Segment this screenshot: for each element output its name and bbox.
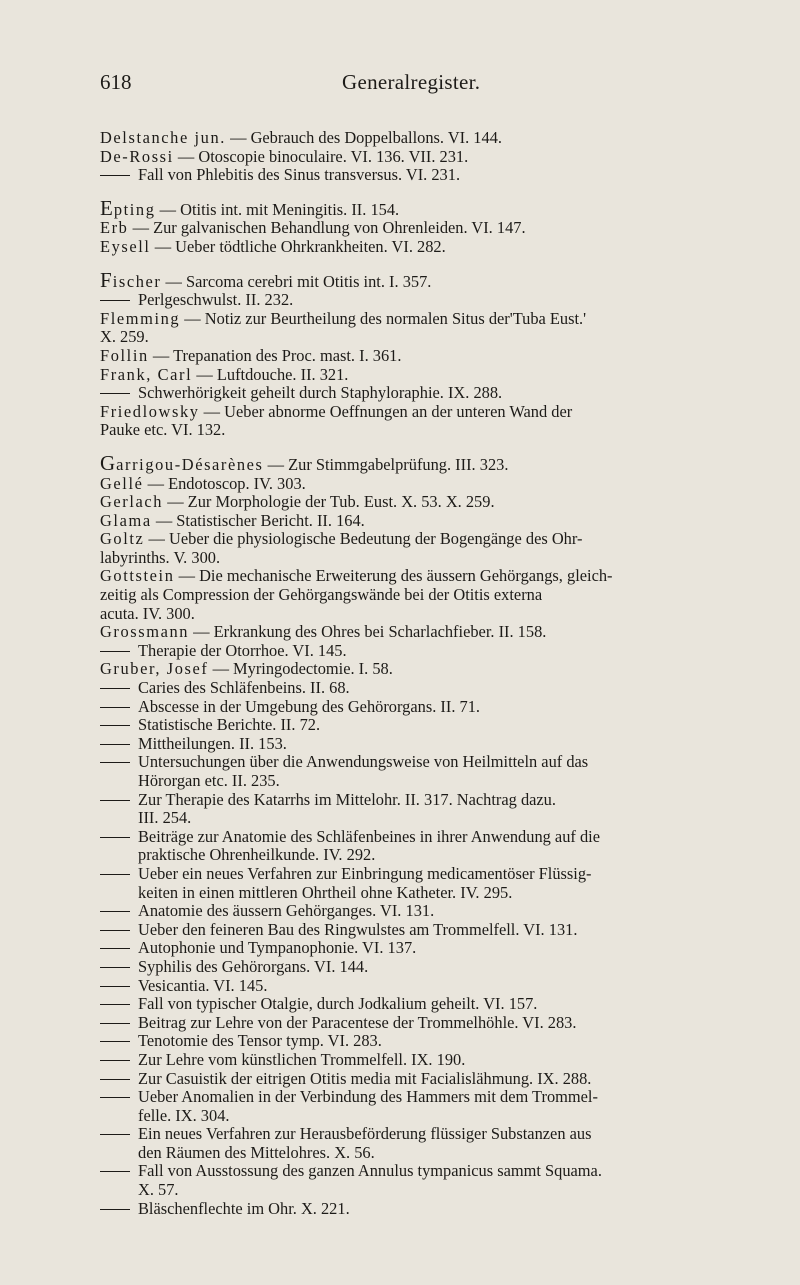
index-entry	[100, 238, 780, 257]
index-subentry	[100, 679, 780, 698]
index-entry	[100, 219, 780, 238]
entry-text: — Luftdouche. II. 321.	[196, 364, 349, 384]
index-subentry	[100, 958, 780, 977]
entry-author: Gottstein	[100, 566, 175, 586]
entry-text-line: Beitrag zur Lehre von der Paracentese der Trommelhöhle. VI. 283.	[138, 1012, 577, 1032]
entry-text-line: Vesicantia. VI. 145.	[138, 975, 268, 995]
entry-text-line: Schwerhörigkeit geheilt durch Staphyloraphie. IX. 288.	[138, 383, 503, 403]
entry-author: Frank, Carl	[100, 364, 193, 384]
entry-text-line: — Notiz zur Beurtheilung des normalen Situs der'Tuba Eust.'	[184, 308, 587, 328]
index-subentry	[100, 1125, 780, 1162]
index-subentry	[100, 753, 780, 790]
index-subentry	[100, 1088, 780, 1125]
entry-text: — Gebrauch des Doppelballons. VI. 144.	[230, 128, 502, 147]
running-header	[0, 70, 800, 100]
index-entry	[100, 347, 780, 366]
entry-author: Epting	[100, 195, 156, 220]
entry-text-line: Ein neues Verfahren zur Herausbeförderung flüssiger Substanzen aus	[138, 1124, 592, 1144]
index-subentry	[100, 902, 780, 921]
entry-text-line: Bläschenflechte im Ohr. X. 221.	[138, 1198, 350, 1218]
index-subentry	[100, 166, 780, 185]
page-number: 618	[100, 70, 132, 94]
index-subentry	[100, 698, 780, 717]
index-entry	[100, 267, 780, 292]
entry-text-line: Syphilis des Gehörorgans. VI. 144.	[138, 956, 369, 976]
entry-author: Gruber, Josef	[100, 659, 209, 679]
entry-text-line: Tenotomie des Tensor tymp. VI. 283.	[138, 1031, 382, 1051]
entry-text-line: praktische Ohrenheilkunde. IV. 292.	[138, 845, 376, 865]
index-subentry	[100, 1032, 780, 1051]
index-entry	[100, 623, 780, 642]
entry-text-line: Abscesse in der Umgebung des Gehörorgans. II. 71.	[138, 696, 481, 716]
entry-text-line: — Ueber die physiologische Bedeutung der Bogengänge des Ohr-	[148, 529, 583, 549]
entry-text-line: — Die mechanische Erweiterung des äussern Gehörgangs, gleich-	[178, 566, 613, 586]
index-entry	[100, 512, 780, 531]
entry-text: — Endotoscop. IV. 303.	[147, 473, 306, 493]
entry-text: — Otoscopie binoculaire. VI. 136. VII. 231.	[177, 146, 469, 166]
entry-text-line: felle. IX. 304.	[138, 1105, 230, 1125]
index-entry	[100, 310, 780, 347]
index-entry	[100, 530, 780, 567]
index-subentry	[100, 995, 780, 1014]
entry-text: — Erkrankung des Ohres bei Scharlachfieber. II. 158.	[193, 622, 547, 642]
entry-text-line: Mittheilungen. II. 153.	[138, 733, 287, 753]
entry-text-line: Fall von typischer Otalgie, durch Jodkalium geheilt. VI. 157.	[138, 994, 538, 1014]
index-entry	[100, 450, 780, 475]
index-entry	[100, 366, 780, 385]
index-subentry	[100, 1014, 780, 1033]
entry-author: Grossmann	[100, 622, 190, 642]
index-subentry	[100, 1162, 780, 1199]
entry-text-line: X. 57.	[138, 1180, 179, 1200]
entry-text: — Zur galvanischen Behandlung von Ohrenleiden. VI. 147.	[132, 218, 526, 238]
index-entry	[100, 403, 780, 440]
index-subentry	[100, 642, 780, 661]
index-entry	[100, 475, 780, 494]
entry-text-line: Ueber Anomalien in der Verbindung des Hammers mit dem Trommel-	[138, 1087, 598, 1107]
index-entry	[100, 195, 780, 220]
index-entry	[100, 567, 780, 623]
entry-text-line: Pauke etc. VI. 132.	[100, 420, 226, 440]
entry-text-line: labyrinths. V. 300.	[100, 547, 221, 567]
entry-text-line: Beiträge zur Anatomie des Schläfenbeines in ihrer Anwendung auf die	[138, 826, 600, 846]
entry-text: — Myringodectomie. I. 58.	[212, 659, 393, 679]
entry-text-line: keiten in einen mittleren Ohrtheil ohne Katheter. IV. 295.	[138, 882, 513, 902]
entry-text: — Statistischer Bericht. II. 164.	[155, 510, 365, 530]
entry-author: Goltz	[100, 529, 145, 549]
entry-text-line: Zur Lehre vom künstlichen Trommelfell. IX. 190.	[138, 1049, 466, 1069]
page-title: Generalregister.	[342, 70, 481, 94]
entry-text-line: Autophonie und Tympanophonie. VI. 137.	[138, 938, 417, 958]
entry-text-line: Fall von Phlebitis des Sinus transversus. VI. 231.	[138, 165, 461, 185]
index-entry	[100, 660, 780, 679]
entry-text: — Ueber tödtliche Ohrkrankheiten. VI. 282.	[154, 236, 446, 256]
index-entry	[100, 493, 780, 512]
index-subentry	[100, 1051, 780, 1070]
entry-text-line: X. 259.	[100, 327, 149, 347]
index-subentry	[100, 1200, 780, 1219]
entry-text-line: III. 254.	[138, 808, 192, 828]
index-subentry	[100, 865, 780, 902]
entry-author: Eysell	[100, 236, 151, 256]
entry-author: Glama	[100, 510, 152, 530]
index-subentry	[100, 791, 780, 828]
index-subentry	[100, 735, 780, 754]
index-entry	[100, 148, 780, 167]
entry-author: Garrigou-Désarènes	[100, 450, 264, 475]
entry-text-line: Zur Casuistik der eitrigen Otitis media mit Facialislähmung. IX. 288.	[138, 1068, 592, 1088]
index-entry	[100, 129, 780, 148]
entry-text-line: Caries des Schläfenbeins. II. 68.	[138, 678, 350, 698]
entry-text: — Zur Morphologie der Tub. Eust. X. 53. X. 259.	[167, 492, 495, 512]
index-subentry	[100, 939, 780, 958]
entry-text: — Otitis int. mit Meningitis. II. 154.	[159, 199, 400, 219]
entry-author: De-Rossi	[100, 146, 174, 166]
entry-text-line: Untersuchungen über die Anwendungsweise von Heilmitteln auf das	[138, 752, 589, 772]
index-subentry	[100, 828, 780, 865]
index-subentry	[100, 977, 780, 996]
entry-author: Flemming	[100, 308, 181, 328]
entry-text-line: Ueber den feineren Bau des Ringwulstes am Trommelfell. VI. 131.	[138, 919, 578, 939]
entry-text-line: acuta. IV. 300.	[100, 603, 195, 623]
entry-author: Follin	[100, 345, 149, 365]
index-subentry	[100, 384, 780, 403]
entry-author: Friedlowsky	[100, 401, 200, 421]
entry-text: — Trepanation des Proc. mast. I. 361.	[152, 345, 402, 365]
entry-author: Erb	[100, 218, 129, 238]
entry-author: Gerlach	[100, 492, 164, 512]
entry-text-line: Hörorgan etc. II. 235.	[138, 771, 280, 790]
entry-text-line: den Räumen des Mittelohres. X. 56.	[138, 1142, 375, 1162]
entry-text-line: Zur Therapie des Katarrhs im Mittelohr. II. 317. Nachtrag dazu.	[138, 789, 556, 809]
entry-text: — Zur Stimmgabelprüfung. III. 323.	[267, 454, 509, 474]
index-entry-list	[100, 129, 780, 1218]
entry-text-line: Ueber ein neues Verfahren zur Einbringung medicamentöser Flüssig-	[138, 863, 592, 883]
entry-text-line: Statistische Berichte. II. 72.	[138, 715, 321, 735]
entry-author: Gellé	[100, 473, 144, 493]
index-subentry	[100, 921, 780, 940]
entry-author: Delstanche jun.	[100, 128, 226, 147]
entry-text-line: Anatomie des äussern Gehörganges. VI. 131.	[138, 901, 435, 921]
index-subentry	[100, 1070, 780, 1089]
entry-text-line: Therapie der Otorrhoe. VI. 145.	[138, 640, 347, 660]
entry-text-line: zeitig als Compression der Gehörgangswände bei der Otitis externa	[100, 585, 543, 605]
entry-text-line: Perlgeschwulst. II. 232.	[138, 290, 294, 310]
index-subentry	[100, 291, 780, 310]
entry-text-line: — Ueber abnorme Oeffnungen an der unteren Wand der	[203, 401, 573, 421]
entry-author: Fischer	[100, 267, 162, 292]
entry-text: — Sarcoma cerebri mit Otitis int. I. 357.	[165, 271, 432, 291]
index-subentry	[100, 716, 780, 735]
entry-text-line: Fall von Ausstossung des ganzen Annulus tympanicus sammt Squama.	[138, 1161, 602, 1181]
